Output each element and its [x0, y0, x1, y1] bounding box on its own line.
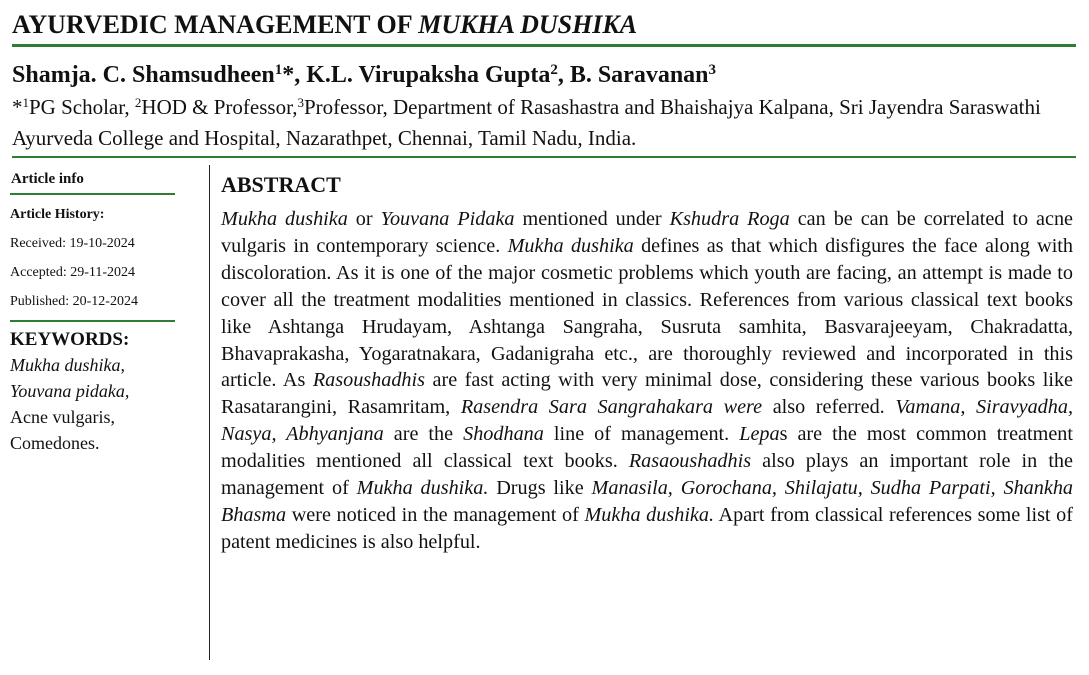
affil-mark: 1	[22, 95, 29, 110]
keywords-heading: KEYWORDS:	[10, 329, 130, 350]
keyword-item: Acne vulgaris,	[10, 407, 115, 427]
abstract-italic-run: Youvana Pidaka	[380, 208, 515, 230]
abstract-heading: ABSTRACT	[221, 172, 341, 197]
abstract-text-run: Drugs like	[488, 477, 592, 500]
sidebar-divider	[10, 320, 175, 322]
abstract-italic-run: Kshudra Roga	[669, 208, 790, 230]
keyword-item: Youvana pidaka,	[10, 381, 130, 401]
abstract-italic-run: Mukha dushika	[221, 208, 348, 230]
author-sep: ,	[557, 62, 570, 88]
article-info-sidebar	[10, 165, 175, 456]
keyword-item: Comedones.	[10, 433, 100, 453]
author-list	[12, 58, 1076, 92]
affil-text: HOD & Professor,	[141, 95, 298, 119]
abstract-text-run: defines as that which disfigures the face along with discoloration. As it is one of the major cosmetic problems which youth are facing, an attempt is made to cover all the treatment modalities mentioned in classics. References from various classical text books like Ashtanga Hrudayam, Ashtanga Sangraha, Susruta samhita, Basvarajeeyam, Chakradatta, Bhavaprakasha, Yogaratnakara, Gadanigraha etc., are thoroughly reviewed and incorporated in this article. As	[221, 234, 1073, 392]
abstract-italic-run: Vamana, Siravyadha, Nasya, Abhyanjana	[221, 396, 1073, 446]
abstract-text-run: also plays an important role in the management of	[221, 450, 1073, 500]
author-name: B. Saravanan	[569, 62, 709, 88]
accepted-date: Accepted: 29-11-2024	[10, 265, 136, 280]
abstract-italic-run: Lepa	[739, 423, 780, 446]
abstract-text-run: s are the most common treatment modalities mentioned all classical text books.	[221, 423, 1073, 473]
abstract-text-run: are the	[383, 423, 464, 446]
author-name: K.L. Virupaksha Gupta	[306, 62, 551, 88]
affil-text: Professor, Department of Rasashastra and Bhaishajya Kalpana, Sri Jayendra Saraswathi Ayurveda College and Hospital, Nazarathpet, Chennai, Tamil Nadu, India.	[12, 95, 1041, 150]
affil-mark: 2	[134, 95, 142, 110]
abstract-italic-run: Rasendra Sara Sangrahakara were	[460, 396, 763, 419]
abstract-text-run: can be can be correlated to acne vulgaris in contemporary science.	[221, 208, 1073, 257]
abstract-text-run: mentioned under	[514, 208, 670, 230]
abstract-italic-run: Mukha dushika.	[584, 503, 715, 526]
title-text: AYURVEDIC MANAGEMENT OF	[12, 10, 419, 39]
abstract-italic-run: Manasila, Gorochana, Shilajatu, Sudha Parpati, Shankha Bhasma	[221, 477, 1074, 526]
abstract-italic-run: Mukha dushika	[507, 234, 634, 257]
affil-mark: 3	[297, 95, 304, 110]
abstract-italic-run: Mukha dushika.	[356, 477, 489, 500]
article-info-heading: Article info	[10, 165, 175, 195]
article-history-label: Article History:	[10, 207, 105, 222]
abstract-italic-run: Shodhana	[463, 423, 544, 446]
author-mark: 3	[708, 62, 717, 78]
abstract-text-run: Apart from classical references some list of patent medicines is also helpful.	[221, 503, 1073, 553]
abstract-text-run: also referred.	[762, 396, 896, 419]
abstract-text-run: or	[347, 208, 381, 230]
column-divider	[209, 165, 210, 660]
abstract-text-run: were noticed in the management of	[286, 503, 585, 526]
affiliation	[12, 92, 1076, 158]
abstract-body	[221, 206, 1073, 556]
abstract-italic-run: Rasoushadhis	[312, 369, 425, 392]
affil-prefix: *	[12, 95, 23, 119]
title-emphasis: MUKHA DUSHIKA	[418, 10, 638, 39]
abstract-text-run: line of management.	[543, 423, 740, 446]
received-date: Received: 19-10-2024	[10, 236, 135, 251]
keyword-item: Mukha dushika,	[10, 355, 125, 375]
author-mark: 2	[550, 62, 558, 78]
published-date: Published: 20-12-2024	[10, 294, 138, 309]
article-title	[12, 8, 1076, 47]
abstract-text-run: are fast acting with very minimal dose, considering these various books like Rasatarangini, Rasamritam,	[221, 369, 1073, 419]
author-sep: *,	[282, 62, 307, 88]
abstract-italic-run: Rasaoushadhis	[628, 450, 752, 473]
author-mark: 1	[274, 62, 283, 78]
affil-text: PG Scholar,	[29, 95, 135, 119]
author-name: Shamja. C. Shamsudheen	[12, 62, 275, 88]
